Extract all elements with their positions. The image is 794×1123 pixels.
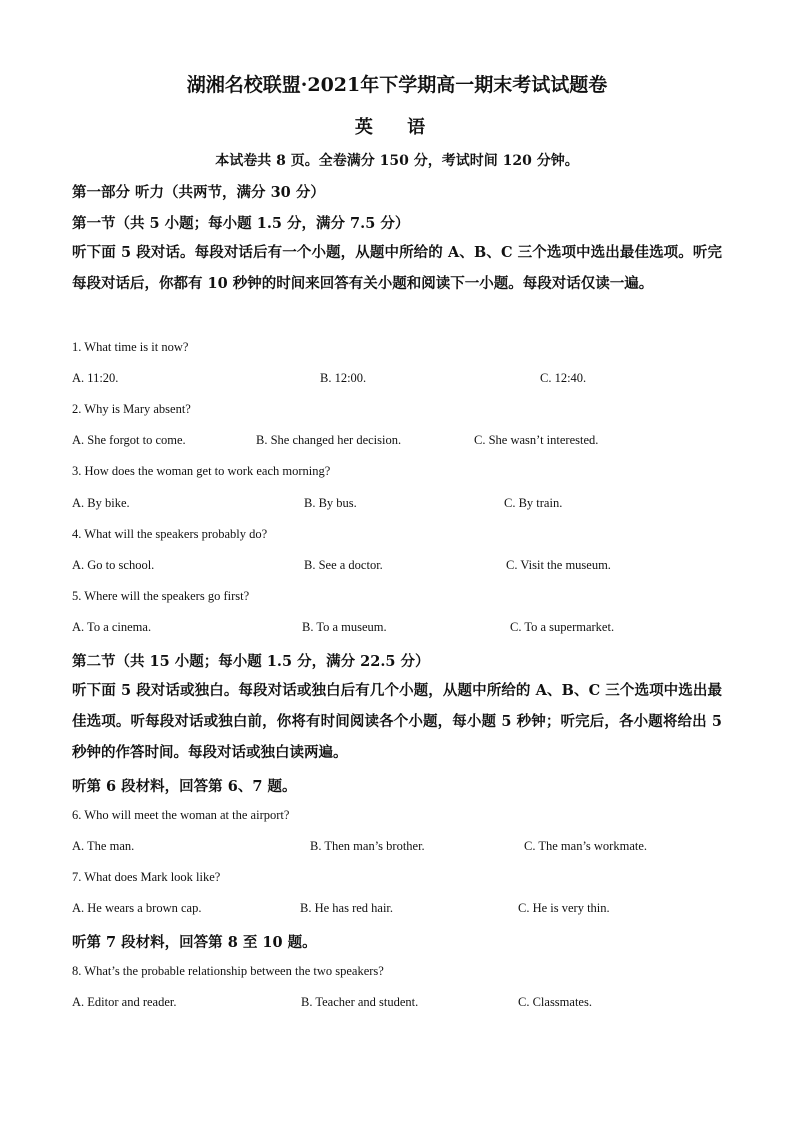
question-3-option-a: A. By bike. bbox=[72, 496, 130, 510]
question-7: 7. What does Mark look like? bbox=[72, 870, 221, 884]
subject-title: 英 语 bbox=[354, 117, 440, 138]
exam-intro: 本试卷共 8 页。全卷满分 150 分，考试时间 120 分钟。 bbox=[215, 153, 579, 169]
question-1-option-c: C. 12:40. bbox=[540, 371, 587, 385]
question-7-option-b: B. He has red hair. bbox=[300, 901, 394, 915]
question-2-option-b: B. She changed her decision. bbox=[256, 433, 402, 447]
question-5: 5. Where will the speakers go first? bbox=[72, 589, 250, 603]
question-4: 4. What will the speakers probably do? bbox=[72, 527, 268, 541]
question-2-option-a: A. She forgot to come. bbox=[72, 433, 186, 447]
question-1-option-a: A. 11:20. bbox=[72, 371, 119, 385]
section1-heading: 第一节（共 5 小题；每小题 1.5 分，满分 7.5 分） bbox=[72, 215, 410, 232]
question-8: 8. What’s the probable relationship between the two speakers? bbox=[72, 964, 384, 978]
question-4-option-a: A. Go to school. bbox=[72, 558, 155, 572]
question-3: 3. How does the woman get to work each morning? bbox=[72, 464, 331, 478]
section2-heading: 第二节（共 15 小题；每小题 1.5 分，满分 22.5 分） bbox=[72, 653, 430, 670]
question-5-option-c: C. To a supermarket. bbox=[510, 620, 615, 634]
section2-instructions: 听下面 5 段对话或独白。每段对话或独白后有几个小题，从题中所给的 A、B、C 三个选项中选出最佳选项。听每段对话或独白前，你将有时间阅读各个小题，每小题 5 秒钟；听完后，各小题将给出 5 秒钟的作答时间。每段对话或独白读两遍。 bbox=[72, 682, 722, 761]
question-6-option-c: C. The man’s workmate. bbox=[524, 839, 648, 853]
exam-title: 湖湘名校联盟·2021年下学期高一期末考试试题卷 bbox=[186, 74, 608, 96]
question-4-option-c: C. Visit the museum. bbox=[506, 558, 611, 572]
question-4-option-b: B. See a doctor. bbox=[304, 558, 383, 572]
question-7-option-a: A. He wears a brown cap. bbox=[72, 901, 202, 915]
question-6: 6. Who will meet the woman at the airport? bbox=[72, 808, 290, 822]
question-8-option-a: A. Editor and reader. bbox=[72, 995, 177, 1009]
question-1-option-b: B. 12:00. bbox=[320, 371, 367, 385]
question-2: 2. Why is Mary absent? bbox=[72, 402, 191, 416]
question-2-option-c: C. She wasn’t interested. bbox=[474, 433, 599, 447]
question-6-option-a: A. The man. bbox=[72, 839, 135, 853]
question-3-option-b: B. By bus. bbox=[304, 496, 357, 510]
material-7-heading: 听第 7 段材料，回答第 8 至 10 题。 bbox=[72, 934, 317, 951]
part1-heading: 第一部分 听力（共两节，满分 30 分） bbox=[72, 184, 325, 201]
question-3-option-c: C. By train. bbox=[504, 496, 563, 510]
question-5-option-a: A. To a cinema. bbox=[72, 620, 152, 634]
question-8-option-c: C. Classmates. bbox=[518, 995, 592, 1009]
question-1: 1. What time is it now? bbox=[72, 340, 189, 354]
material-6-heading: 听第 6 段材料，回答第 6、7 题。 bbox=[72, 778, 297, 795]
question-7-option-c: C. He is very thin. bbox=[518, 901, 610, 915]
question-6-option-b: B. Then man’s brother. bbox=[310, 839, 425, 853]
question-5-option-b: B. To a museum. bbox=[302, 620, 387, 634]
section1-instructions: 听下面 5 段对话。每段对话后有一个小题，从题中所给的 A、B、C 三个选项中选出最佳选项。听完每段对话后，你都有 10 秒钟的时间来回答有关小题和阅读下一小题。每段对话仅读一遍。 bbox=[72, 244, 722, 292]
question-8-option-b: B. Teacher and student. bbox=[301, 995, 419, 1009]
